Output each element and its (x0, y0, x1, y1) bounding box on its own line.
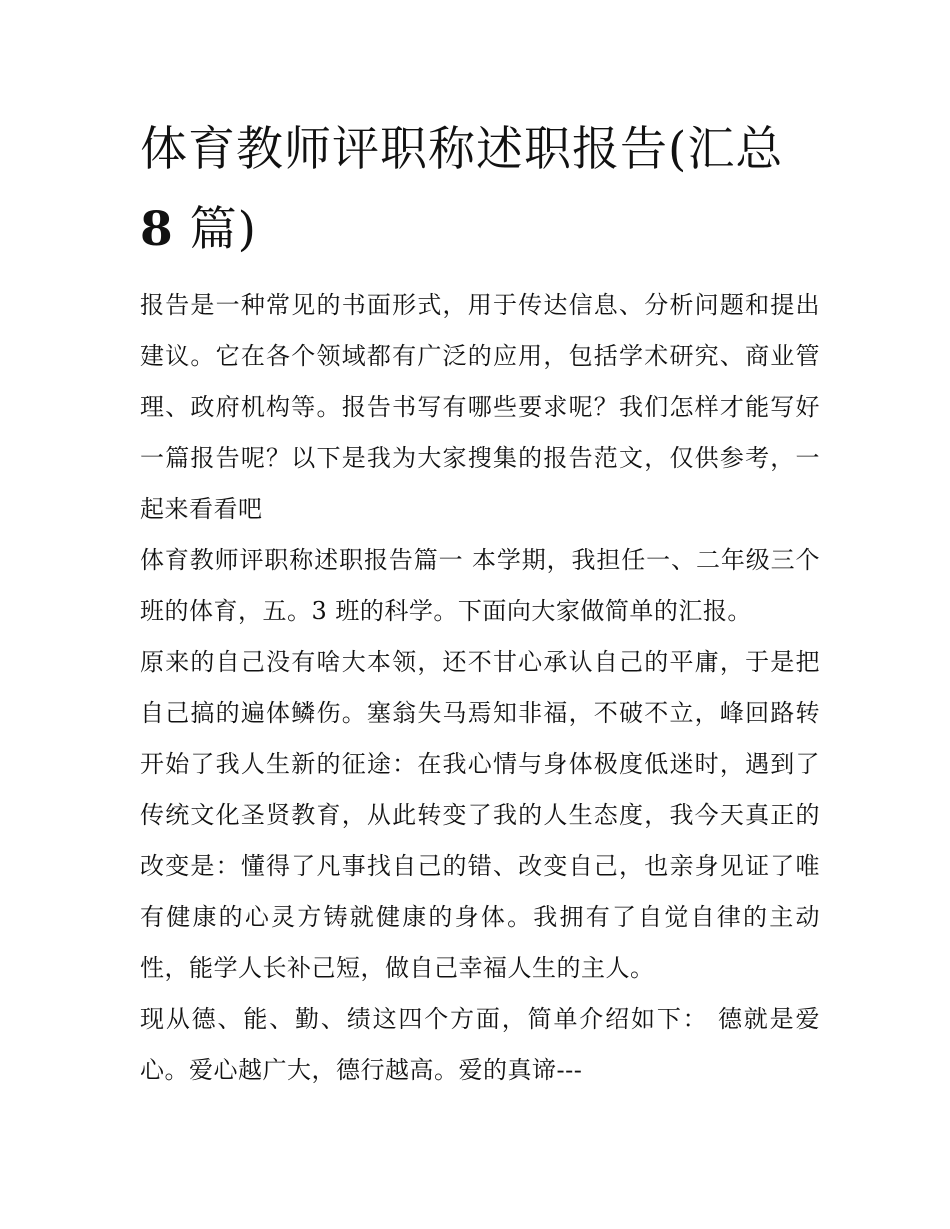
title-main: 体育教师评职称述职报告(汇总 (140, 122, 784, 177)
intro-paragraph: 报告是一种常见的书面形式，用于传达信息、分析问题和提出建议。它在各个领域都有广泛的应用，包括学术研究、商业管理、政府机构等。报告书写有哪些要求呢？我们怎样才能写好一篇报告呢？以下是我为大家搜集的报告范文，仅供参考，一起来看看吧 (140, 291, 820, 523)
title-suffix: 篇) (173, 202, 257, 257)
document-page (140, 110, 820, 1096)
document-title (140, 110, 820, 270)
virtue-paragraph: 现从德、能、勤、绩这四个方面，简单介绍如下： 德就是爱心。爱心越广大，德行越高。爱的真谛--- (140, 1005, 820, 1084)
title-count: 8 (140, 202, 174, 257)
section-one-paragraph: 体育教师评职称述职报告篇一 本学期，我担任一、二年级三个班的体育，五。3 班的科学。下面向大家做简单的汇报。 (140, 546, 820, 625)
reflection-paragraph: 原来的自己没有啥大本领，还不甘心承认自己的平庸，于是把自己搞的遍体鳞伤。塞翁失马焉知非福，不破不立，峰回路转开始了我人生新的征途：在我心情与身体极度低迷时，遇到了传统文化圣贤教育，从此转变了我的人生态度，我今天真正的改变是：懂得了凡事找自己的错、改变自己，也亲身见证了唯有健康的心灵方铸就健康的身体。我拥有了自觉自律的主动性，能学人长补己短，做自己幸福人生的主人。 (140, 648, 820, 982)
